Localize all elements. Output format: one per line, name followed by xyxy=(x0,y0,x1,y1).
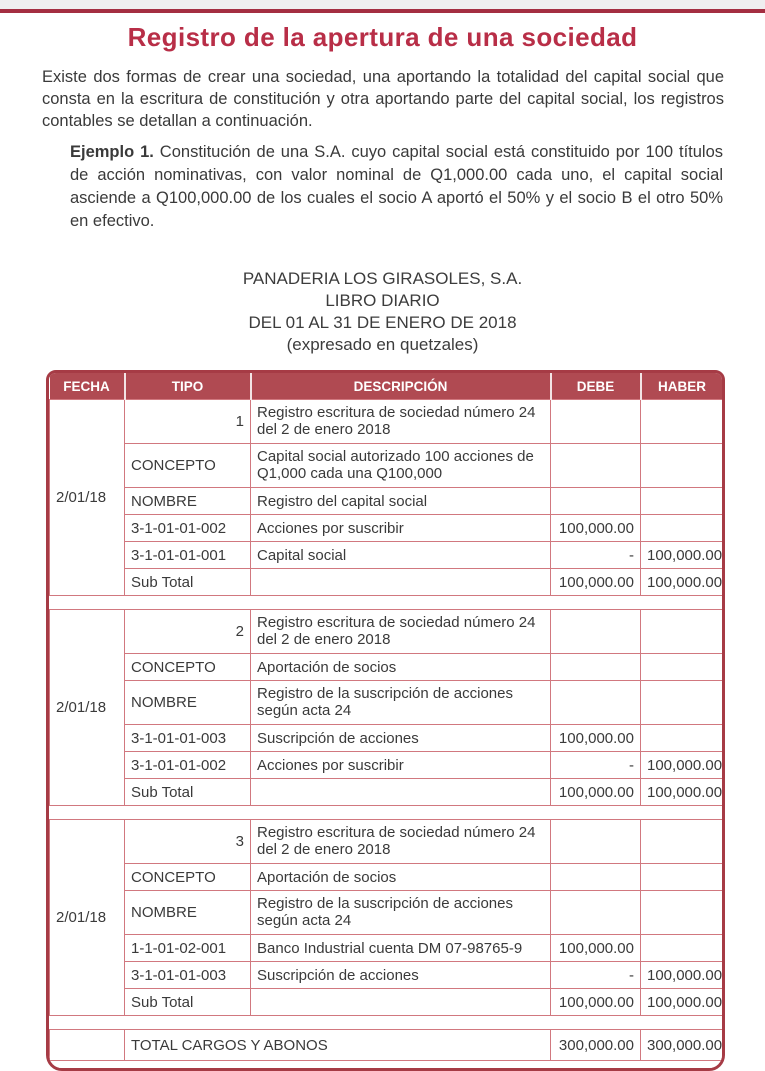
nombre-text: Registro del capital social xyxy=(251,488,551,515)
account-name: Suscripción de acciones xyxy=(251,962,551,989)
period-line: DEL 01 AL 31 DE ENERO DE 2018 xyxy=(248,313,517,332)
debit-cell xyxy=(551,891,641,935)
account-name: Acciones por suscribir xyxy=(251,752,551,779)
nombre-label: NOMBRE xyxy=(125,488,251,515)
debit-cell xyxy=(551,444,641,488)
subtotal-spacer xyxy=(251,989,551,1016)
journal-table-frame xyxy=(46,370,725,1071)
subtotal-spacer xyxy=(251,779,551,806)
subtotal-credit: 100,000.00 xyxy=(641,569,723,596)
concepto-label: CONCEPTO xyxy=(125,864,251,891)
entry-number: 1 xyxy=(125,400,251,444)
credit-cell xyxy=(641,681,723,725)
subtotal-label: Sub Total xyxy=(125,569,251,596)
debit-amount: - xyxy=(551,962,641,989)
page-top-strip xyxy=(0,0,765,9)
entry-separator xyxy=(50,806,723,820)
intro-paragraph: Existe dos formas de crear una sociedad, una aportando la totalidad del capital social que consta en la escritura de constitución y otra aportando parte del capital social, los registros contables se detallan a continuación. xyxy=(42,68,724,130)
credit-amount: 100,000.00 xyxy=(641,752,723,779)
credit-amount xyxy=(641,725,723,752)
column-header-tipo: TIPO xyxy=(125,373,251,400)
credit-amount xyxy=(641,515,723,542)
account-code: 3-1-01-01-002 xyxy=(125,515,251,542)
table-row xyxy=(50,864,723,891)
entry-description: Registro escritura de sociedad número 24 del 2 de enero 2018 xyxy=(251,610,551,654)
table-header-row xyxy=(50,373,723,400)
table-row xyxy=(50,400,723,444)
currency-note: (expresado en quetzales) xyxy=(286,335,479,354)
credit-cell xyxy=(641,654,723,681)
subtotal-row xyxy=(50,989,723,1016)
table-row xyxy=(50,444,723,488)
concepto-text: Capital social autorizado 100 acciones de Q1,000 cada una Q100,000 xyxy=(251,444,551,488)
column-header-debe: DEBE xyxy=(551,373,641,400)
credit-amount: 100,000.00 xyxy=(641,962,723,989)
debit-cell xyxy=(551,400,641,444)
subtotal-row xyxy=(50,779,723,806)
credit-cell xyxy=(641,400,723,444)
debit-cell xyxy=(551,654,641,681)
account-name: Acciones por suscribir xyxy=(251,515,551,542)
total-label: TOTAL CARGOS Y ABONOS xyxy=(125,1030,551,1061)
example-paragraph xyxy=(70,141,723,233)
concepto-text: Aportación de socios xyxy=(251,654,551,681)
table-row xyxy=(50,610,723,654)
debit-cell xyxy=(551,610,641,654)
nombre-label: NOMBRE xyxy=(125,681,251,725)
column-header-descripcion: DESCRIPCIÓN xyxy=(251,373,551,400)
table-row xyxy=(50,542,723,569)
entry-date: 2/01/18 xyxy=(50,820,125,1016)
table-row xyxy=(50,488,723,515)
total-debit: 300,000.00 xyxy=(551,1030,641,1061)
debit-amount: 100,000.00 xyxy=(551,935,641,962)
total-row xyxy=(50,1030,723,1061)
debit-amount: - xyxy=(551,752,641,779)
total-blank-cell xyxy=(50,1030,125,1061)
concepto-label: CONCEPTO xyxy=(125,654,251,681)
debit-amount: 100,000.00 xyxy=(551,515,641,542)
subtotal-credit: 100,000.00 xyxy=(641,779,723,806)
credit-cell xyxy=(641,864,723,891)
debit-cell xyxy=(551,864,641,891)
credit-amount xyxy=(641,935,723,962)
table-row xyxy=(50,681,723,725)
concepto-label: CONCEPTO xyxy=(125,444,251,488)
table-row xyxy=(50,752,723,779)
subtotal-debit: 100,000.00 xyxy=(551,779,641,806)
subtotal-row xyxy=(50,569,723,596)
company-name: PANADERIA LOS GIRASOLES, S.A. xyxy=(242,269,523,288)
nombre-label: NOMBRE xyxy=(125,891,251,935)
account-name: Capital social xyxy=(251,542,551,569)
table-row xyxy=(50,515,723,542)
table-bottom-padding xyxy=(50,1061,723,1069)
subtotal-credit: 100,000.00 xyxy=(641,989,723,1016)
subtotal-label: Sub Total xyxy=(125,989,251,1016)
entry-separator xyxy=(50,596,723,610)
credit-cell xyxy=(641,610,723,654)
table-row xyxy=(50,891,723,935)
table-row xyxy=(50,654,723,681)
page-title: Registro de la apertura de una sociedad xyxy=(127,22,638,52)
concepto-text: Aportación de socios xyxy=(251,864,551,891)
column-header-haber: HABER xyxy=(641,373,723,400)
credit-amount: 100,000.00 xyxy=(641,542,723,569)
subtotal-debit: 100,000.00 xyxy=(551,569,641,596)
credit-cell xyxy=(641,488,723,515)
entry-number: 3 xyxy=(125,820,251,864)
journal-table xyxy=(49,373,723,1068)
debit-amount: 100,000.00 xyxy=(551,725,641,752)
total-credit: 300,000.00 xyxy=(641,1030,723,1061)
debit-cell xyxy=(551,820,641,864)
entry-separator xyxy=(50,1016,723,1030)
account-code: 1-1-01-02-001 xyxy=(125,935,251,962)
entry-description: Registro escritura de sociedad número 24 del 2 de enero 2018 xyxy=(251,820,551,864)
account-code: 3-1-01-01-003 xyxy=(125,962,251,989)
account-code: 3-1-01-01-003 xyxy=(125,725,251,752)
credit-cell xyxy=(641,891,723,935)
subtotal-debit: 100,000.00 xyxy=(551,989,641,1016)
account-code: 3-1-01-01-002 xyxy=(125,752,251,779)
table-row xyxy=(50,962,723,989)
top-rule-divider xyxy=(0,9,765,13)
account-code: 3-1-01-01-001 xyxy=(125,542,251,569)
table-row xyxy=(50,935,723,962)
credit-cell xyxy=(641,444,723,488)
debit-cell xyxy=(551,488,641,515)
entry-date: 2/01/18 xyxy=(50,610,125,806)
entry-number: 2 xyxy=(125,610,251,654)
account-name: Banco Industrial cuenta DM 07-98765-9 xyxy=(251,935,551,962)
nombre-text: Registro de la suscripción de acciones según acta 24 xyxy=(251,891,551,935)
journal-heading xyxy=(0,268,765,356)
table-row xyxy=(50,820,723,864)
debit-cell xyxy=(551,681,641,725)
example-label: Ejemplo 1. xyxy=(70,143,154,161)
account-name: Suscripción de acciones xyxy=(251,725,551,752)
column-header-fecha: FECHA xyxy=(50,373,125,400)
nombre-text: Registro de la suscripción de acciones según acta 24 xyxy=(251,681,551,725)
example-text: Constitución de una S.A. cuyo capital social está constituido por 100 títulos de acción nominativas, con valor nominal de Q1,000.00 cada uno, el capital social asciende a Q100,000.00 de los cuales el socio A aportó el 50% y el socio B el otro 50% en efectivo. xyxy=(70,143,724,230)
entry-description: Registro escritura de sociedad número 24 del 2 de enero 2018 xyxy=(251,400,551,444)
subtotal-label: Sub Total xyxy=(125,779,251,806)
table-row xyxy=(50,725,723,752)
credit-cell xyxy=(641,820,723,864)
subtotal-spacer xyxy=(251,569,551,596)
entry-date: 2/01/18 xyxy=(50,400,125,596)
book-name: LIBRO DIARIO xyxy=(325,291,440,310)
debit-amount: - xyxy=(551,542,641,569)
